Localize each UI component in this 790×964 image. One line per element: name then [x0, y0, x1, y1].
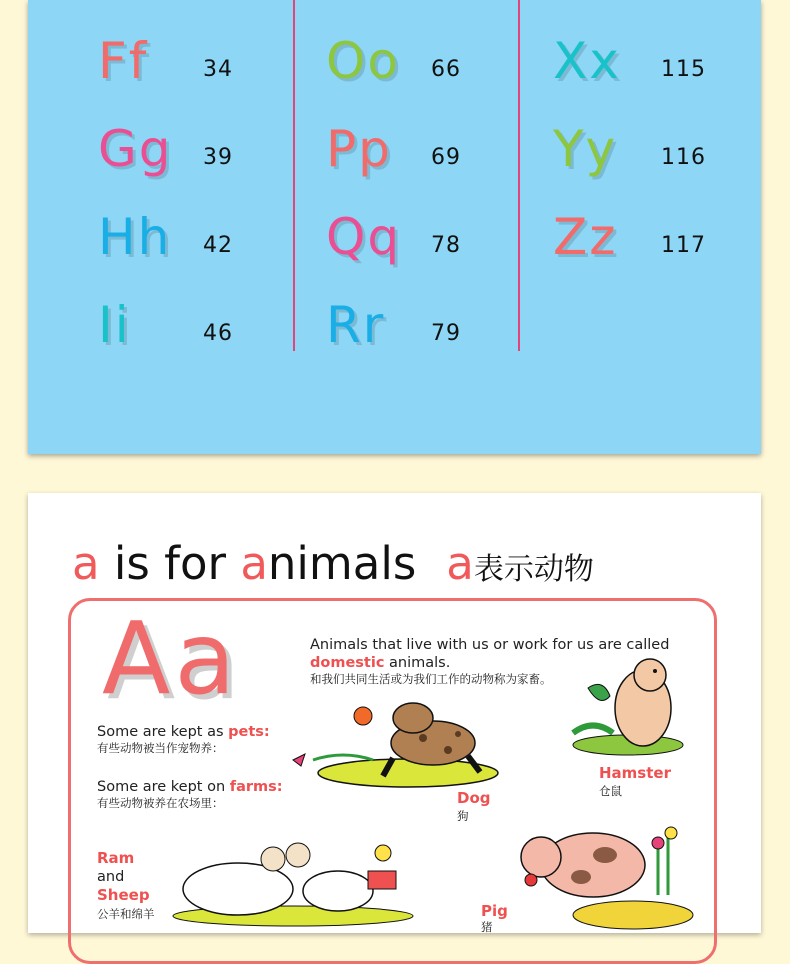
- index-letters-hh: Hh: [98, 208, 172, 266]
- dog-illustration: [283, 698, 503, 798]
- pig-label-cn: 猪: [481, 920, 493, 934]
- index-letters-xx: Xx: [553, 32, 621, 90]
- index-page-number: 78: [431, 233, 461, 258]
- index-page-number: 42: [203, 233, 233, 258]
- sheep-label-cn: 公羊和绵羊: [97, 907, 155, 921]
- index-letters-ii: Ii: [98, 296, 131, 354]
- index-page-number: 115: [661, 57, 706, 82]
- hamster-illustration: [558, 653, 688, 763]
- column-divider: [518, 0, 520, 351]
- intro-text: Animals that live with us or work for us are called domestic animals. 和我们共同生活或为我们工作的动物称为家畜。: [310, 637, 670, 687]
- dog-label: Dog: [457, 789, 491, 807]
- sheep-illustration: [168, 841, 418, 923]
- animals-page-card: [28, 493, 761, 933]
- index-page-number: 69: [431, 145, 461, 170]
- dog-label-cn: 狗: [457, 809, 469, 823]
- index-page-number: 66: [431, 57, 461, 82]
- index-letters-ff: Ff: [98, 32, 149, 90]
- index-letters-zz: Zz: [553, 208, 618, 266]
- index-letters-oo: Oo: [326, 32, 400, 90]
- pig-label: Pig: [481, 902, 508, 920]
- and-label: and: [97, 869, 125, 885]
- index-page-number: 79: [431, 321, 461, 346]
- index-letters-rr: Rr: [326, 296, 386, 354]
- hamster-label-cn: 仓鼠: [599, 784, 622, 798]
- page-title: a is for animals a表示动物: [72, 537, 594, 590]
- pets-text: Some are kept as pets: 有些动物被当作宠物养：: [97, 724, 270, 756]
- index-letters-pp: Pp: [326, 120, 392, 178]
- big-letters: Aa: [102, 600, 240, 717]
- index-page-number: 116: [661, 145, 706, 170]
- index-page-number: 117: [661, 233, 706, 258]
- ram-label: Ram: [97, 849, 135, 867]
- sheep-label: Sheep: [97, 886, 150, 904]
- index-letters-gg: Gg: [98, 120, 173, 178]
- hamster-label: Hamster: [599, 764, 671, 782]
- index-letters-yy: Yy: [553, 120, 618, 178]
- column-divider: [293, 0, 295, 351]
- index-letters-qq: Qq: [326, 208, 402, 266]
- index-page-number: 39: [203, 145, 233, 170]
- index-page-number: 46: [203, 321, 233, 346]
- index-page-number: 34: [203, 57, 233, 82]
- farms-text: Some are kept on farms: 有些动物被养在农场里：: [97, 779, 283, 811]
- alphabet-index-card: [28, 0, 761, 454]
- pig-illustration: [493, 825, 693, 925]
